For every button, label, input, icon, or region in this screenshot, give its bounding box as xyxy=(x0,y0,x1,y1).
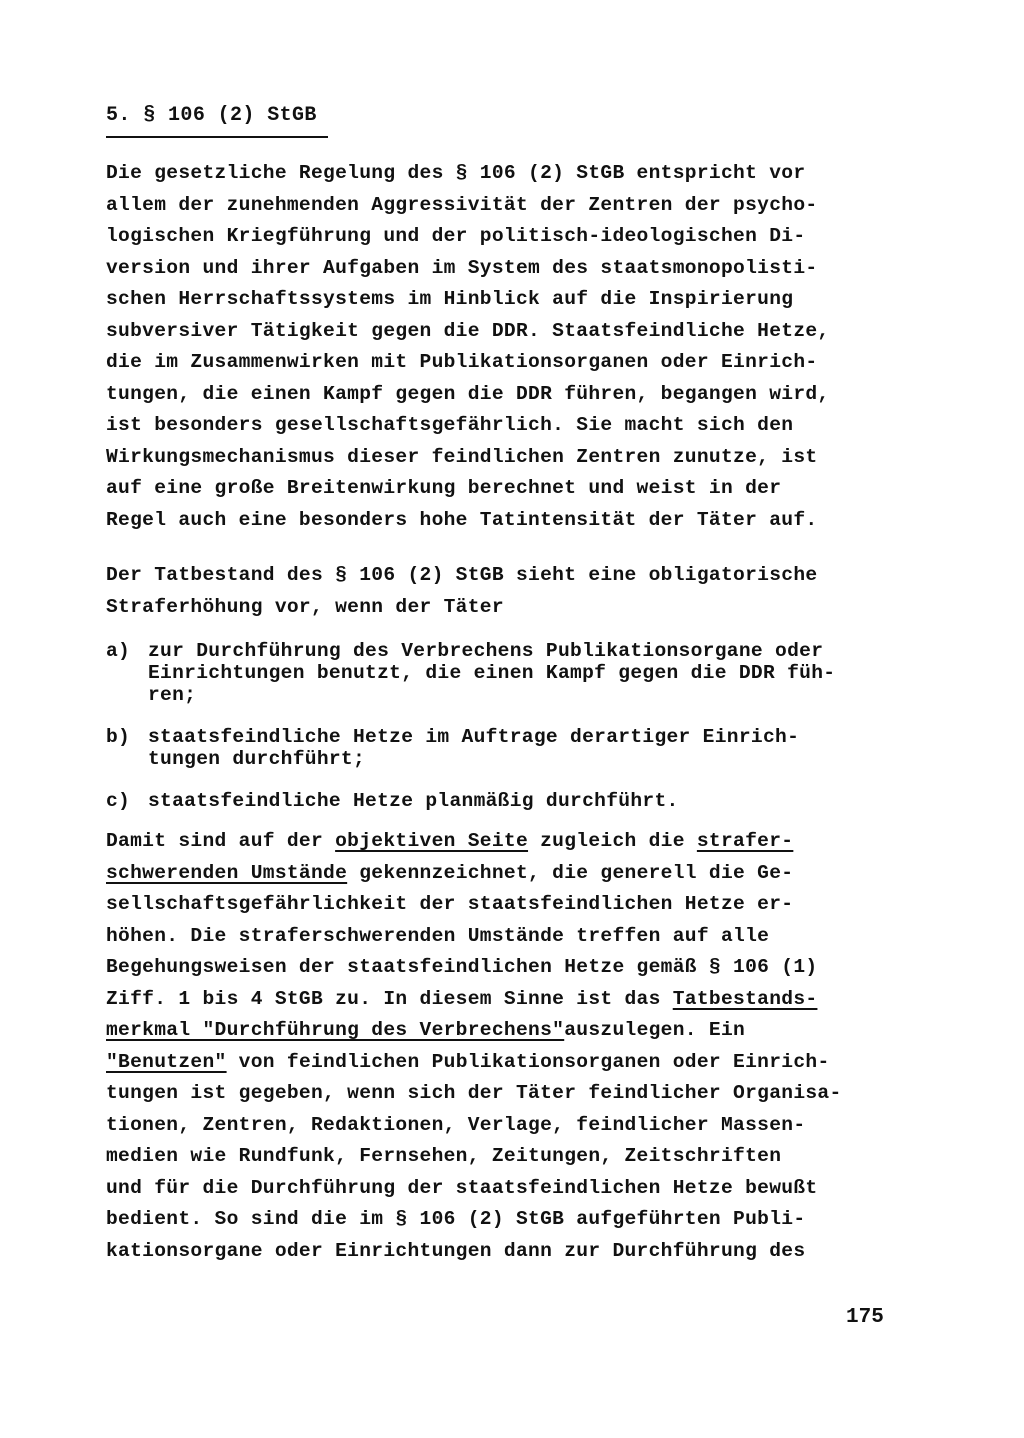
heading-underline xyxy=(106,136,328,138)
text-line: und für die Durchführung der staatsfeindlichen Hetze bewußt xyxy=(106,1176,818,1199)
text-line: version und ihrer Aufgaben im System des staatsmonopolisti- xyxy=(106,256,818,279)
text-line xyxy=(106,984,886,1016)
text-span: zugleich die xyxy=(528,830,697,852)
paragraph-1 xyxy=(106,158,886,536)
list-marker: c) xyxy=(106,790,131,812)
text-line: tungen ist gegeben, wenn sich der Täter feindlicher Organisa- xyxy=(106,1082,842,1104)
text-line: logischen Kriegführung und der politisch-ideologischen Di- xyxy=(106,225,806,247)
underlined-term: merkmal "Durchführung des Verbrechens" xyxy=(106,1019,565,1041)
text-line: Einrichtungen benutzt, die einen Kampf gegen die DDR füh- xyxy=(148,662,836,684)
text-line: Regel auch eine besonders hohe Tatintensität der Täter auf. xyxy=(106,508,818,531)
text-span: auszulegen. Ein xyxy=(564,1019,746,1041)
text-line: sellschaftsgefährlichkeit der staatsfeindlichen Hetze er- xyxy=(106,893,794,915)
text-line xyxy=(106,1047,886,1079)
text-span: Damit sind auf der xyxy=(106,830,336,852)
text-line: auf eine große Breitenwirkung berechnet und weist in der xyxy=(106,477,782,499)
text-line: allem der zunehmenden Aggressivität der Zentren der psycho- xyxy=(106,193,818,216)
text-line: tungen durchführt; xyxy=(148,748,366,770)
text-line: bedient. So sind die im § 106 (2) StGB aufgeführten Publi- xyxy=(106,1208,806,1230)
text-line: höhen. Die straferschwerenden Umstände treffen auf alle xyxy=(106,924,770,947)
paragraph-3 xyxy=(106,826,886,1267)
underlined-term: strafer- xyxy=(696,830,794,852)
page-number: 175 xyxy=(846,1306,884,1329)
underlined-term: schwerenden Umstände xyxy=(106,861,348,884)
list-marker: a) xyxy=(106,640,131,662)
text-line: ren; xyxy=(148,684,197,706)
list-marker: b) xyxy=(106,726,131,748)
text-line: kationsorgane oder Einrichtungen dann zur Durchführung des xyxy=(106,1239,806,1262)
text-line: ist besonders gesellschaftsgefährlich. Sie macht sich den xyxy=(106,414,794,436)
text-span: Ziff. 1 bis 4 StGB zu. In diesem Sinne ist das xyxy=(106,987,673,1010)
text-line: subversiver Tätigkeit gegen die DDR. Staatsfeindliche Hetze, xyxy=(106,319,830,342)
underlined-term: objektiven Seite xyxy=(335,830,529,852)
text-span: gekennzeichnet, die generell die Ge- xyxy=(347,861,794,884)
text-line: tionen, Zentren, Redaktionen, Verlage, feindlicher Massen- xyxy=(106,1113,806,1136)
section-heading: 5. § 106 (2) StGB xyxy=(106,104,317,127)
underlined-term: "Benutzen" xyxy=(106,1050,227,1073)
text-line: Straferhöhung vor, wenn der Täter xyxy=(106,595,504,618)
text-line: die im Zusammenwirken mit Publikationsorganen oder Einrich- xyxy=(106,351,818,373)
text-line: Der Tatbestand des § 106 (2) StGB sieht eine obligatorische xyxy=(106,564,818,586)
text-line: schen Herrschaftssystems im Hinblick auf die Inspirierung xyxy=(106,288,794,310)
text-line: Begehungsweisen der staatsfeindlichen Hetze gemäß § 106 (1) xyxy=(106,956,818,978)
text-line: staatsfeindliche Hetze im Auftrage derartiger Einrich- xyxy=(148,726,800,748)
text-line xyxy=(106,858,886,890)
text-line: medien wie Rundfunk, Fernsehen, Zeitungen, Zeitschriften xyxy=(106,1145,782,1167)
text-span: von feindlichen Publikationsorganen oder Einrich- xyxy=(226,1050,830,1073)
text-line: zur Durchführung des Verbrechens Publikationsorgane oder xyxy=(148,640,824,662)
underlined-term: Tatbestands- xyxy=(672,987,818,1010)
text-line: Wirkungsmechanismus dieser feindlichen Zentren zunutze, ist xyxy=(106,445,818,468)
text-line xyxy=(106,1015,886,1047)
text-line: tungen, die einen Kampf gegen die DDR führen, begangen wird, xyxy=(106,382,830,405)
text-line xyxy=(106,826,886,858)
text-line: staatsfeindliche Hetze planmäßig durchführt. xyxy=(148,790,679,812)
paragraph-2 xyxy=(106,560,886,623)
text-line: Die gesetzliche Regelung des § 106 (2) StGB entspricht vor xyxy=(106,162,806,184)
